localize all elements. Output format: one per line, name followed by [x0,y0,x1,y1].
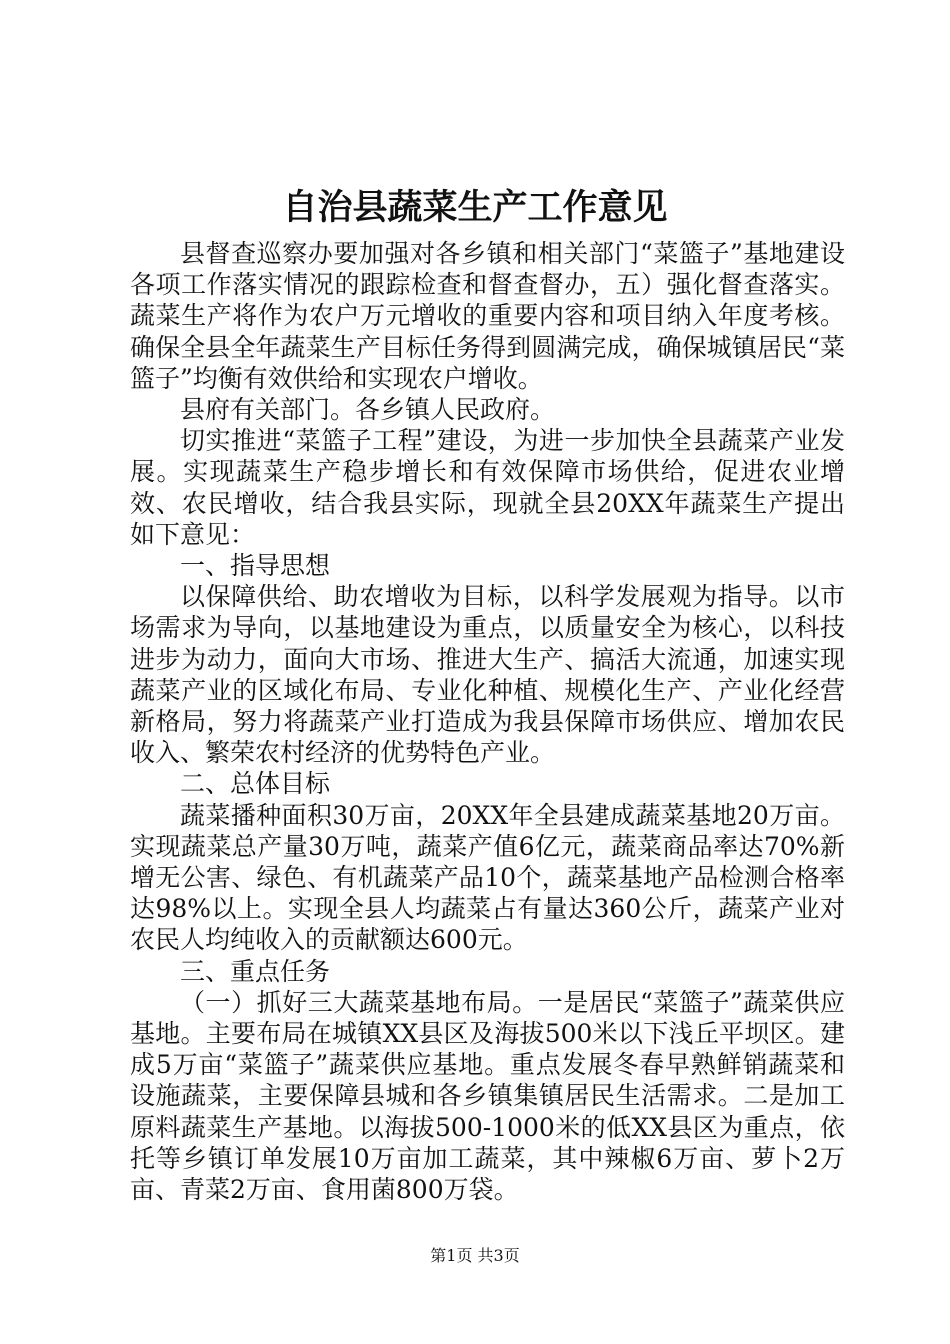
document-title: 自治县蔬菜生产工作意见 [282,187,668,228]
paragraph-key-tasks: （一）抓好三大蔬菜基地布局。一是居民“菜篮子”蔬菜供应基地。主要布局在城镇XX县区及海拔500米以下浅丘平坝区。建成5万亩“菜篮子”蔬菜供应基地。重点发展冬春早熟鲜销蔬菜和设施蔬菜，主要保障县城和各乡镇集镇居民生活需求。二是加工原料蔬菜生产基地。以海拔500-1000米的低XX县区为重点，依托等乡镇订单发展10万亩加工蔬菜，其中辣椒6万亩、萝卜2万亩、青菜2万亩、食用菌800万袋。 [130,987,845,1205]
paragraph-intro: 切实推进“菜篮子工程”建设，为进一步加快全县蔬菜产业发展。实现蔬菜生产稳步增长和有效保障市场供给，促进农业增效、农民增收，结合我县实际，现就全县20XX年蔬菜生产提出如下意见： [130,426,845,549]
document-body [130,238,845,1205]
paragraph-recipients: 县府有关部门。各乡镇人民政府。 [180,395,556,425]
section-heading-overall-goal: 二、总体目标 [180,769,331,799]
paragraph-guiding-idea: 以保障供给、助农增收为目标，以科学发展观为指导。以市场需求为导向，以基地建设为重点，以质量安全为核心，以科技进步为动力，面向大市场、推进大生产、搞活大流通，加速实现蔬菜产业的区域化布局、专业化种植、规模化生产、产业化经营新格局，努力将蔬菜产业打造成为我县保障市场供应、增加农民收入、繁荣农村经济的优势特色产业。 [130,582,845,768]
paragraph-overall-goal: 蔬菜播种面积30万亩，20XX年全县建成蔬菜基地20万亩。实现蔬菜总产量30万吨，蔬菜产值6亿元，蔬菜商品率达70%新增无公害、绿色、有机蔬菜产品10个，蔬菜基地产品检测合格率达98%以上。实现全县人均蔬菜占有量达360公斤，蔬菜产业对农民人均纯收入的贡献额达600元。 [130,800,845,955]
page-number: 第1页 共3页 [430,1246,520,1265]
section-heading-guiding-idea: 一、指导思想 [180,551,331,581]
paragraph-supervision: 县督查巡察办要加强对各乡镇和相关部门“菜篮子”基地建设各项工作落实情况的跟踪检查和督查督办，五）强化督查落实。蔬菜生产将作为农户万元增收的重要内容和项目纳入年度考核。确保全县全年蔬菜生产目标任务得到圆满完成，确保城镇居民“菜篮子”均衡有效供给和实现农户增收。 [130,239,845,393]
page-footer [0,1244,950,1268]
section-heading-key-tasks: 三、重点任务 [180,956,331,986]
